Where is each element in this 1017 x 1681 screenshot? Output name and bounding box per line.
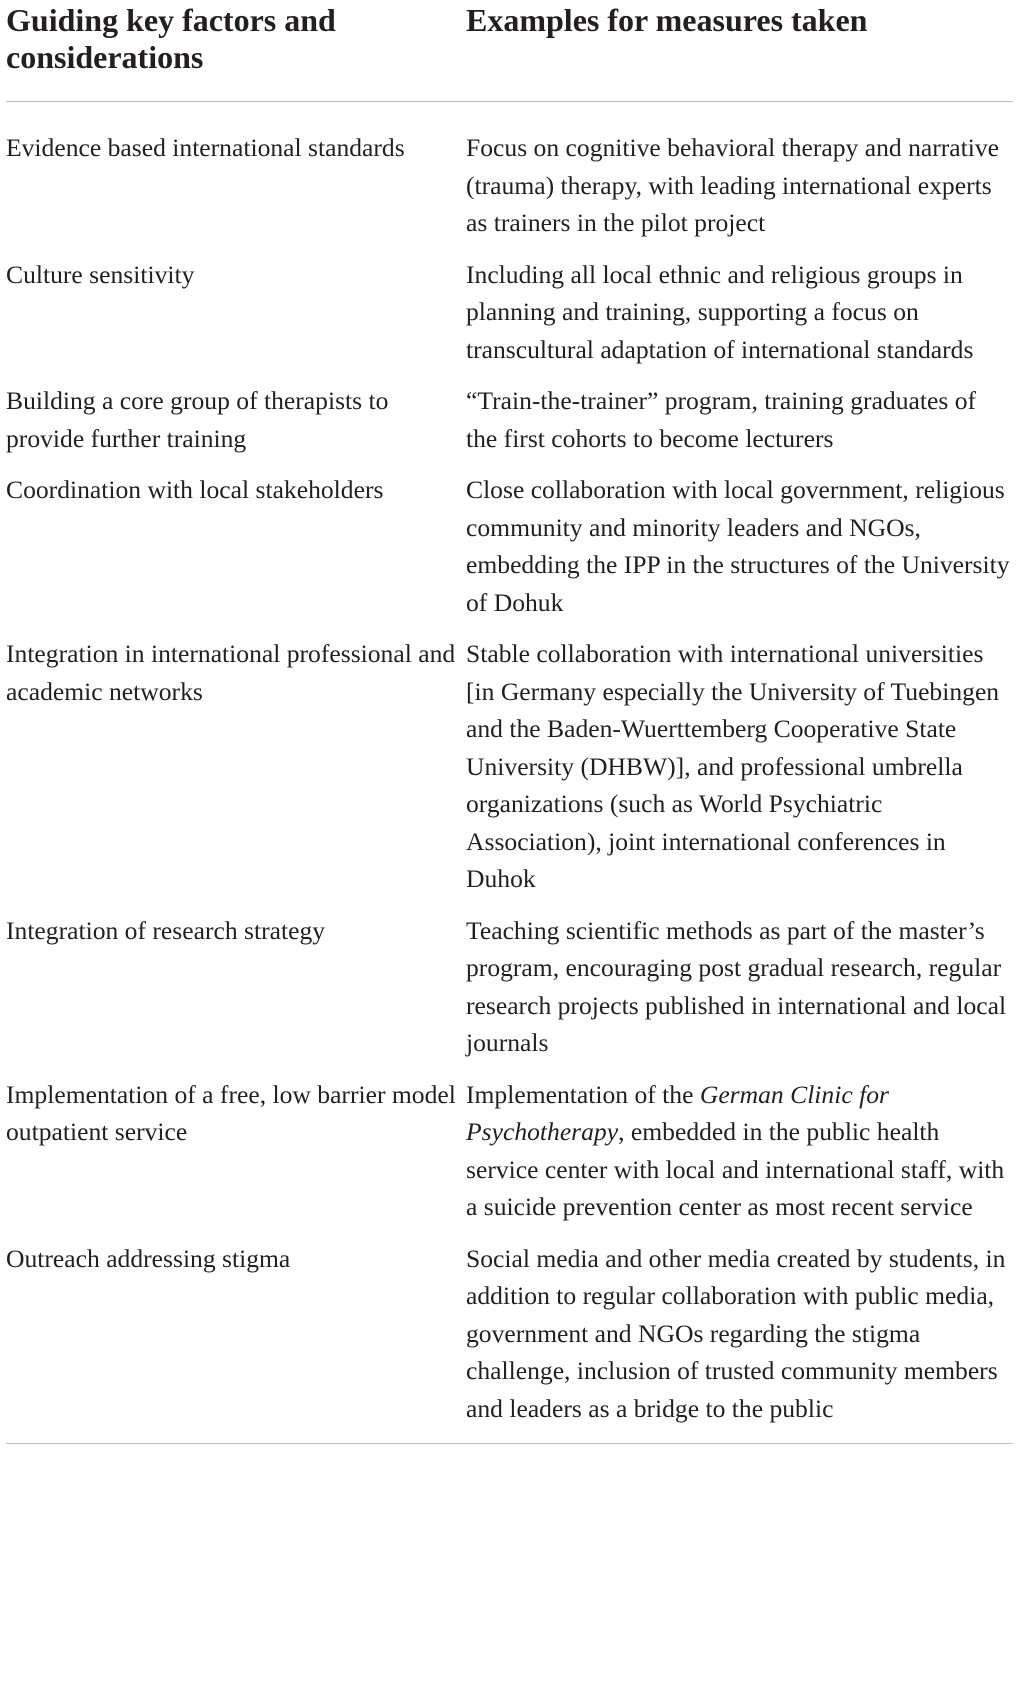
measure-text-suffix: , embedded in the public health service center with local and international staff, with a suicide prevention center as most recent service [466, 1117, 1005, 1221]
table-row [6, 1076, 1013, 1240]
measure-cell [466, 1076, 1013, 1226]
factor-cell: Coordination with local stakeholders [6, 475, 384, 504]
factor-cell: Integration in international professional and academic networks [6, 639, 456, 706]
bottom-divider [6, 1443, 1013, 1444]
factor-cell: Integration of research strategy [6, 915, 326, 945]
measure-cell: “Train-the-trainer” program, training graduates of the first cohorts to become lecturers [466, 386, 977, 453]
table-row [6, 471, 1013, 635]
table-row [6, 129, 1013, 256]
factor-cell: Implementation of a free, low barrier model outpatient service [6, 1079, 456, 1146]
clinic-name: German Clinic for Psychotherapy [466, 1079, 889, 1146]
table-row [6, 256, 1013, 383]
table-row [6, 912, 1013, 1076]
measure-cell: Including all local ethnic and religious groups in planning and training, supporting a focus on transcultural adaptation of international standards [466, 259, 974, 364]
measures-table [6, 0, 1013, 1444]
table-row [6, 635, 1013, 912]
factor-cell: Culture sensitivity [6, 259, 195, 289]
table-row [6, 382, 1013, 471]
measure-cell: Stable collaboration with international universities [in Germany especially the University of Tuebingen and the Baden-Wuerttemberg Cooperative State University (DHBW)], and professional umbrella organizations (such as World Psychiatric Association), joint international conferences in Duhok [466, 639, 1000, 893]
table-header [6, 0, 1013, 102]
measure-cell: Focus on cognitive behavioral therapy and narrative (trauma) therapy, with leading international experts as trainers in the pilot project [466, 133, 1000, 237]
header-measures: Examples for measures taken [466, 2, 868, 38]
factor-cell: Building a core group of therapists to provide further training [6, 386, 389, 453]
table-body [6, 102, 1013, 1441]
measure-cell: Social media and other media created by students, in addition to regular collaboration with public media, government and NGOs regarding the stigma challenge, inclusion of trusted community members and leaders as a bridge to the public [466, 1243, 1006, 1423]
factor-cell: Evidence based international standards [6, 133, 405, 162]
measure-text-prefix: Implementation of the [466, 1079, 700, 1109]
header-factors: Guiding key factors and considerations [6, 2, 336, 75]
measure-cell: Close collaboration with local government, religious community and minority leaders and NGOs, embedding the IPP in the structures of the University of Dohuk [466, 475, 1010, 617]
measure-cell: Teaching scientific methods as part of the master’s program, encouraging post gradual research, regular research projects published in international and local journals [466, 915, 1007, 1057]
factor-cell: Outreach addressing stigma [6, 1243, 291, 1273]
table-row [6, 1240, 1013, 1442]
